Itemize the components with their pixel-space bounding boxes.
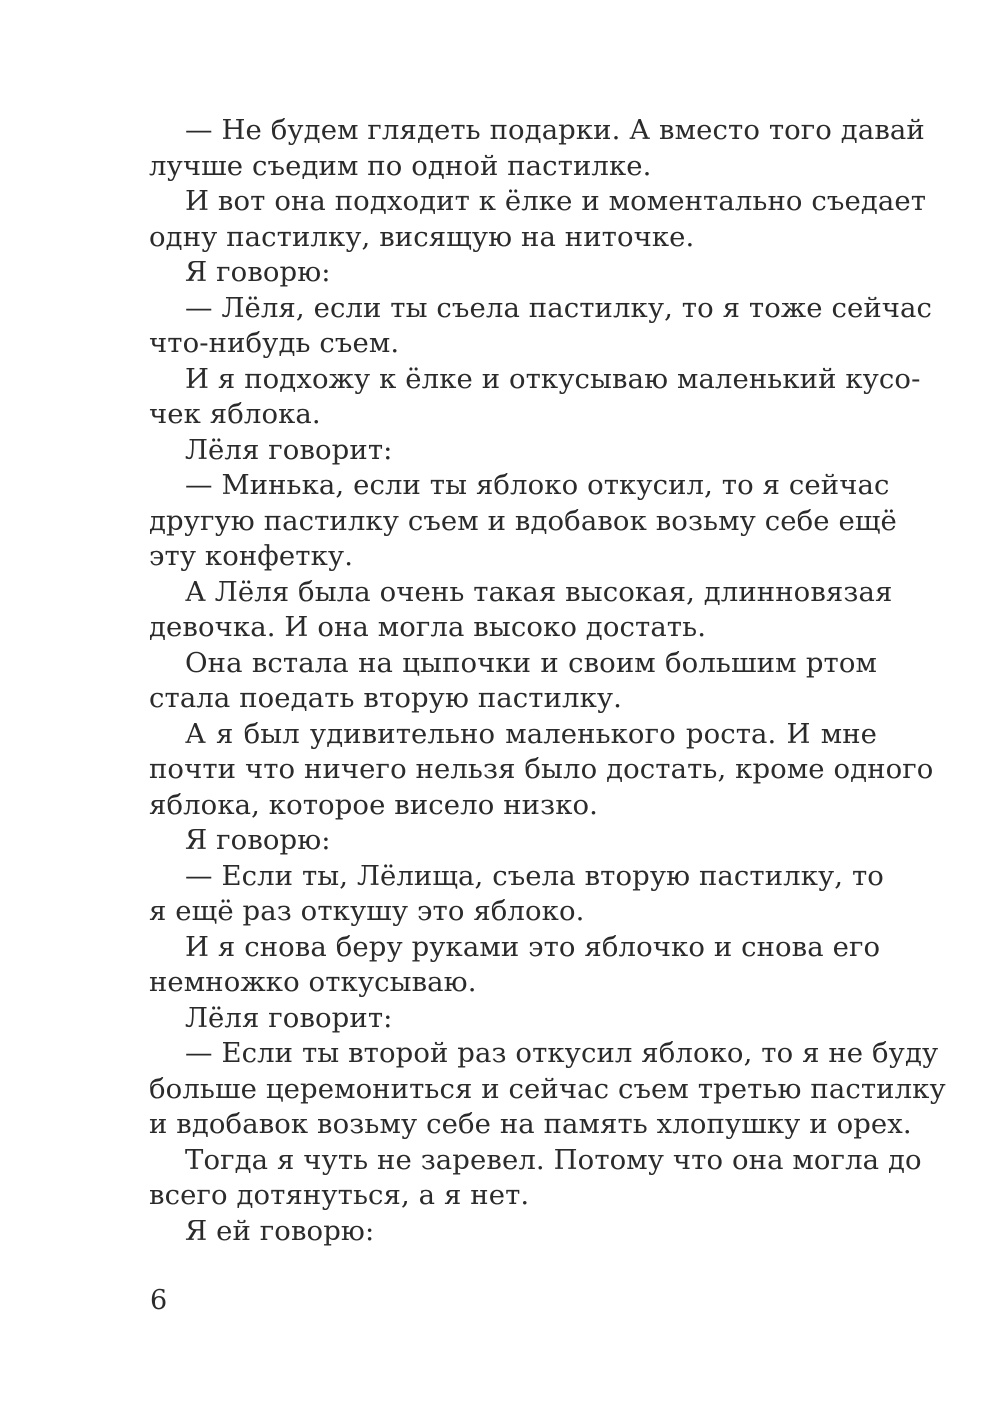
paragraph: [149, 291, 933, 362]
text-line: — Если ты, Лёлища, съела вторую пастилку, то: [185, 859, 884, 892]
text-line: Я ей говорю:: [185, 1214, 375, 1247]
paragraph: [149, 433, 877, 469]
paragraph: [149, 113, 925, 184]
text-line: чек яблока.: [149, 398, 321, 430]
text-line: — Если ты второй раз откусил яблоко, то я не буду: [185, 1037, 939, 1069]
text-line: Тогда я чуть не заревел. Потому что она могла до: [185, 1143, 922, 1176]
paragraph: [149, 859, 884, 930]
paragraph: [149, 255, 877, 291]
text-line: девочка. И она могла высоко достать.: [149, 611, 707, 643]
text-line: И я подхожу к ёлке и откусываю маленький кусо-: [185, 362, 921, 395]
text-line: И вот она подходит к ёлке и моментально съедает: [185, 185, 927, 217]
text-line: одну пастилку, висящую на ниточке.: [149, 220, 695, 253]
text-line: больше церемониться и сейчас съем третью пастилку: [149, 1072, 946, 1105]
paragraph: [149, 1214, 877, 1250]
text-line: стала поедать вторую пастилку.: [149, 682, 622, 714]
text-line: — Не будем глядеть подарки. А вместо того давай: [185, 114, 925, 146]
text-line: А я был удивительно маленького роста. И мне: [185, 717, 877, 750]
text-line: немножко откусываю.: [149, 966, 477, 998]
paragraph: [149, 468, 897, 575]
paragraph: [149, 184, 927, 255]
text-line: Я говорю:: [185, 824, 331, 856]
text-line: Она встала на цыпочки и своим большим ртом: [185, 646, 877, 679]
text-line: всего дотянуться, а я нет.: [149, 1179, 530, 1211]
text-line: почти что ничего нельзя было достать, кроме одного: [149, 753, 934, 785]
paragraph: [149, 362, 921, 433]
body-text: [149, 113, 946, 1249]
paragraph: [149, 930, 881, 1001]
paragraph: [149, 646, 877, 717]
text-line: Лёля говорит:: [185, 1001, 393, 1034]
text-line: — Минька, если ты яблоко откусил, то я сейчас: [185, 469, 890, 501]
page-number: 6: [150, 1285, 168, 1316]
paragraph: [149, 1036, 946, 1143]
text-line: А Лёля была очень такая высокая, длинновязая: [185, 575, 893, 608]
text-line: что-нибудь съем.: [149, 327, 400, 359]
text-line: я ещё раз откушу это яблоко.: [149, 895, 585, 927]
text-line: другую пастилку съем и вдобавок возьму себе ещё: [149, 504, 897, 537]
paragraph: [149, 575, 893, 646]
paragraph: [149, 823, 877, 859]
text-line: эту конфетку.: [149, 540, 354, 572]
text-line: Я говорю:: [185, 256, 331, 288]
text-line: Лёля говорит:: [185, 433, 393, 466]
text-line: яблока, которое висело низко.: [149, 788, 598, 821]
text-line: И я снова беру руками это яблочко и снова его: [185, 930, 881, 963]
text-line: лучше съедим по одной пастилке.: [149, 149, 652, 182]
paragraph: [149, 717, 934, 824]
text-line: и вдобавок возьму себе на память хлопушку и орех.: [149, 1108, 912, 1140]
paragraph: [149, 1001, 877, 1037]
paragraph: [149, 1143, 922, 1214]
text-line: — Лёля, если ты съела пастилку, то я тоже сейчас: [185, 291, 933, 324]
